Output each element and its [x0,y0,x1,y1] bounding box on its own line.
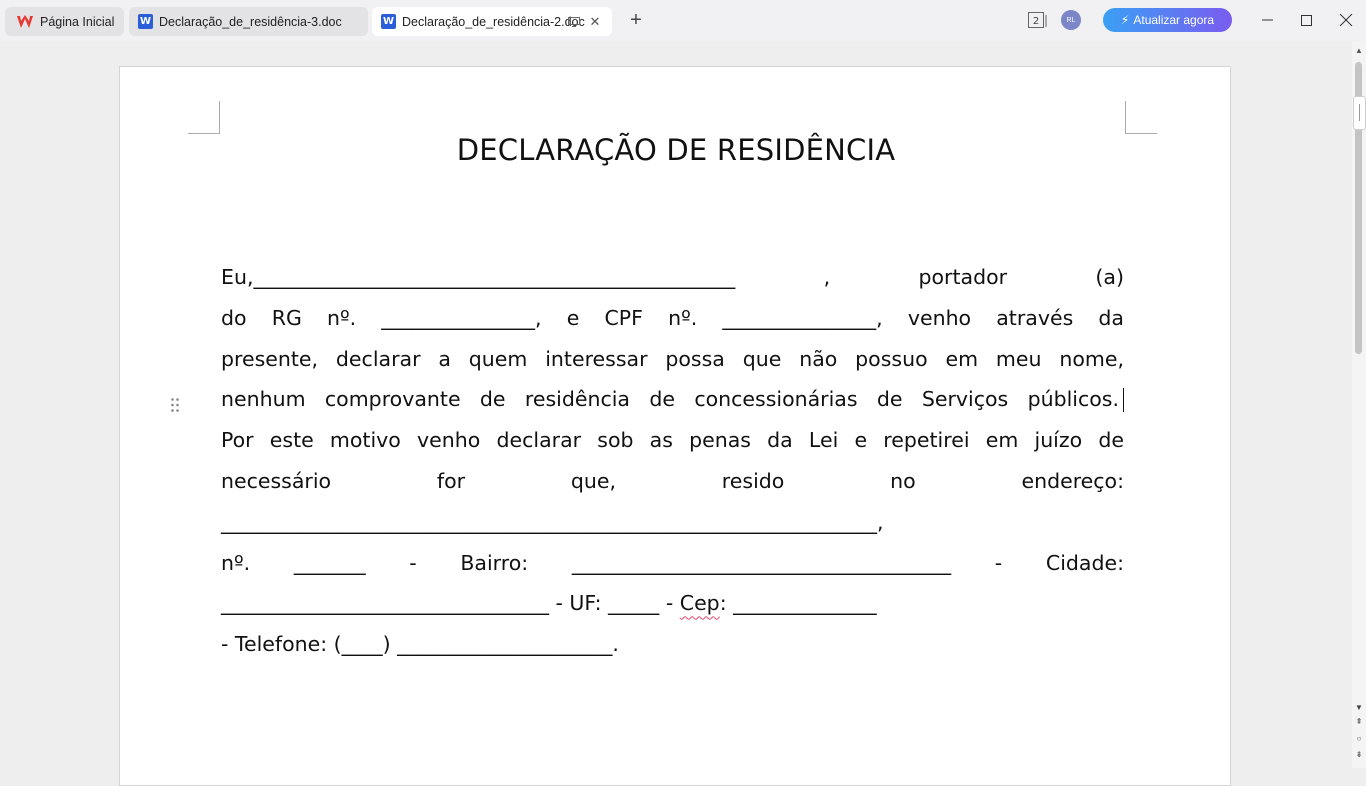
maximize-button[interactable] [1296,10,1316,30]
paragraph-line[interactable]: nº. _______ - Bairro: _____________________________________ - Cidade: [221,550,1124,575]
minimize-button[interactable] [1257,10,1277,30]
paragraph-line[interactable]: Por este motivo venho declarar sob as penas da Lei e repetirei em juízo de [221,428,1124,453]
title-bar [0,0,1366,42]
paragraph-line-text[interactable]: : ______________ [719,591,877,616]
update-now-label: Atualizar agora [1133,13,1215,27]
wps-logo-icon [17,15,33,29]
next-page-icon[interactable]: ⇟ [1355,750,1363,759]
paragraph-line[interactable]: - Telefone: (____) _____________________. [221,632,619,657]
spellcheck-word[interactable]: Cep [679,591,720,616]
tab-document-3-label: Declaração_de_residência-3.doc [159,14,342,29]
document-workspace [0,42,1352,768]
tab-home[interactable] [5,7,124,36]
tab-document-2-label: Declaração_de_residência-2.doc [402,14,585,29]
select-browse-object-icon[interactable]: ○ [1356,734,1362,743]
scroll-down-icon[interactable]: ▼ [1355,703,1363,712]
tab-document-2-active[interactable] [372,7,612,36]
paragraph-line[interactable]: Eu,_______________________________________________ , portador (a) [221,265,1124,289]
new-tab-button[interactable]: + [630,9,642,31]
user-avatar[interactable]: RL [1061,10,1081,30]
paragraph-line-with-cursor[interactable] [221,379,1124,420]
monitor-icon[interactable] [568,17,580,27]
scroll-up-icon[interactable]: ▲ [1355,46,1363,55]
word-doc-icon: W [139,16,152,27]
maximize-icon [1301,15,1312,26]
word-doc-icon: W [382,16,395,27]
tab-home-label: Página Inicial [40,14,115,29]
paragraph-line-text[interactable]: nenhum comprovante de residência de concessionárias de Serviços públicos. [221,387,1119,412]
document-title[interactable]: DECLARAÇÃO DE RESIDÊNCIA [456,133,896,167]
margin-corner-marker [188,101,220,134]
document-body[interactable] [221,257,1124,665]
paragraph-line[interactable]: necessário for que, resido no endereço: [221,468,1124,493]
close-tab-icon[interactable]: ✕ [589,13,601,29]
paragraph-line[interactable]: ________________________________________________________________, [221,509,884,534]
margin-corner-marker [1125,101,1157,134]
paragraph-line-cep[interactable] [221,583,1124,624]
text-cursor [1123,388,1124,412]
previous-page-icon[interactable]: ⇞ [1355,717,1363,726]
drag-handle-icon[interactable] [170,397,180,413]
paragraph-line[interactable]: presente, declarar a quem interessar possa que não possuo em meu nome, [221,346,1124,371]
window-count-icon[interactable] [1028,12,1048,28]
close-window-button[interactable] [1336,10,1356,30]
document-page[interactable] [119,66,1231,786]
close-icon [1340,14,1352,26]
update-now-button[interactable] [1103,8,1232,32]
paragraph-line-text[interactable]: ________________________________ - UF: _____ - [221,591,680,616]
side-panel-toggle-icon [1359,104,1360,121]
paragraph-line[interactable]: do RG nº. _______________, e CPF nº. _______________, venho através da [221,305,1124,330]
lightning-icon: ⚡ [1120,13,1130,27]
window-count-value: 2 [1032,16,1040,27]
tab-document-3[interactable] [129,7,368,36]
minimize-icon [1262,19,1273,21]
